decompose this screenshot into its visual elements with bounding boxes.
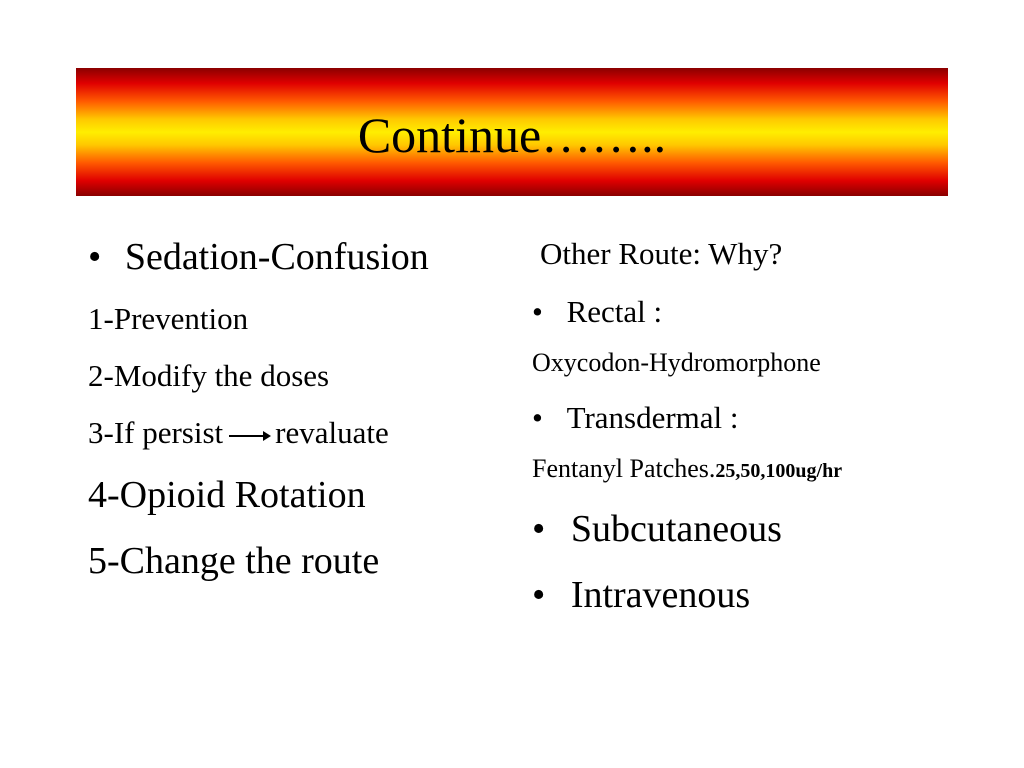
left-item-modify-doses: 2-Modify the doses bbox=[88, 358, 330, 393]
left-item-if-persist-row bbox=[88, 417, 389, 448]
right-arrow-icon bbox=[229, 429, 271, 443]
rectal-row bbox=[532, 296, 662, 327]
transdermal-doses: 25,50,100ug/hr bbox=[715, 460, 843, 482]
rectal-detail: Oxycodon-Hydromorphone bbox=[532, 348, 821, 377]
title-banner bbox=[76, 68, 948, 196]
intravenous-row bbox=[532, 576, 750, 614]
subcutaneous-row bbox=[532, 510, 782, 548]
subcutaneous-label: Subcutaneous bbox=[570, 508, 782, 550]
left-item-revaluate: revaluate bbox=[275, 415, 389, 450]
rectal-label: Rectal : bbox=[566, 294, 663, 329]
left-heading-row bbox=[88, 238, 429, 276]
left-item-if-persist: 3-If persist bbox=[88, 415, 224, 450]
left-item-opioid-rotation: 4-Opioid Rotation bbox=[88, 474, 366, 516]
left-item-change-route: 5-Change the route bbox=[88, 540, 380, 582]
bullet-icon: • bbox=[532, 294, 543, 329]
right-heading: Other Route: Why? bbox=[540, 236, 783, 271]
transdermal-label: Transdermal : bbox=[566, 400, 739, 435]
bullet-icon: • bbox=[532, 400, 543, 435]
intravenous-label: Intravenous bbox=[570, 574, 751, 616]
bullet-icon: • bbox=[532, 574, 546, 616]
bullet-icon: • bbox=[88, 236, 102, 278]
bullet-icon: • bbox=[532, 508, 546, 550]
left-heading: Sedation-Confusion bbox=[124, 236, 429, 278]
transdermal-detail: Fentanyl Patches. bbox=[532, 454, 716, 483]
transdermal-detail-row bbox=[532, 456, 842, 482]
slide-title: Continue…….. bbox=[357, 107, 667, 163]
transdermal-row bbox=[532, 402, 739, 433]
left-item-prevention: 1-Prevention bbox=[88, 301, 249, 336]
